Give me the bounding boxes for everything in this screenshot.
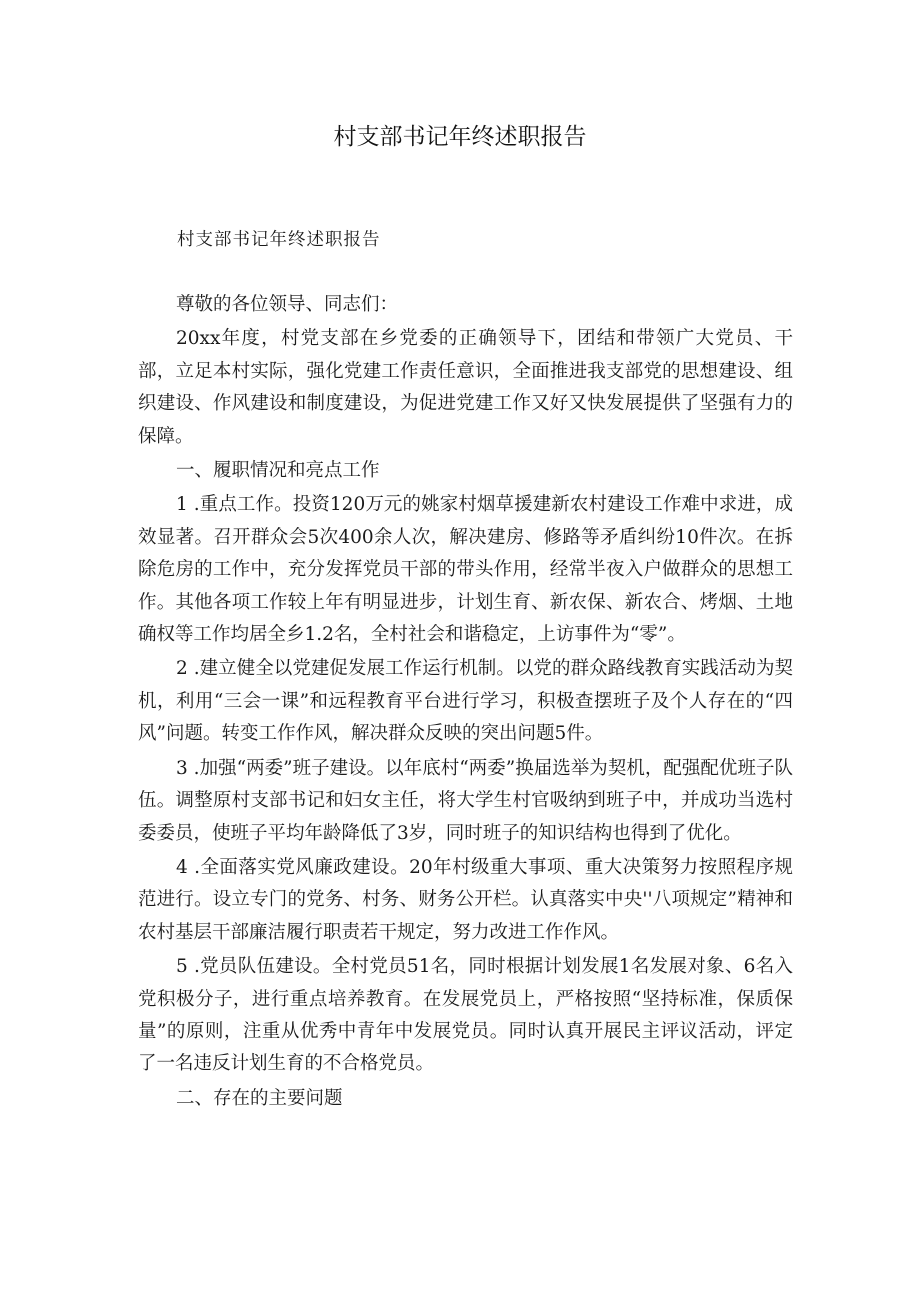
salutation: 尊敬的各位领导、同志们： xyxy=(176,294,399,315)
item-5-paragraph: 5 .党员队伍建设。全村党员51名，同时根据计划发展1名发展对象、6名入党积极分子，进行重点培养教育。在发展党员上，严格按照“坚持标准，保质保量”的原则，注重从优秀中青年中发展党员。同时认真开展民主评议活动，评定了一名违反计划生育的不合格党员。 xyxy=(138,956,793,1075)
section-heading-2: 二、存在的主要问题 xyxy=(176,1087,343,1109)
item-4-paragraph: 4 .全面落实党风廉政建设。20年村级重大事项、重大决策努力按照程序规范进行。设立专门的党务、村务、财务公开栏。认真落实中央''八项规定”精神和农村基层干部廉洁履行职责若干规定，努力改进工作作风。 xyxy=(138,856,793,943)
item-3-paragraph: 3 .加强“两委”班子建设。以年底村“两委”换届选举为契机，配强配优班子队伍。调整原村支部书记和妇女主任，将大学生村官吸纳到班子中，并成功当选村委委员，使班子平均年龄降低了3岁，同时班子的知识结构也得到了优化。 xyxy=(138,757,793,844)
document-body xyxy=(138,289,793,1117)
item-1-paragraph: 1 .重点工作。投资120万元的姚家村烟草援建新农村建设工作难中求进，成效显著。召开群众会5次400余人次，解决建房、修路等矛盾纠纷10件次。在拆除危房的工作中，充分发挥党员干部的带头作用，经常半夜入户做群众的思想工作。其他各项工作较上年有明显进步，计划生育、新农保、新农合、烤烟、土地确权等工作均居全乡1.2名，全村社会和谐稳定，上访事件为“零”。 xyxy=(138,494,793,646)
item-2-paragraph: 2 .建立健全以党建促发展工作运行机制。以党的群众路线教育实践活动为契机，利用“三会一课”和远程教育平台进行学习，积极查摆班子及个人存在的“四风”问题。转变工作作风，解决群众反映的突出问题5件。 xyxy=(138,658,793,745)
section-heading-1: 一、履职情况和亮点工作 xyxy=(176,460,380,482)
intro-paragraph: 20xx年度，村党支部在乡党委的正确领导下，团结和带领广大党员、干部，立足本村实际，强化党建工作责任意识，全面推进我支部党的思想建设、组织建设、作风建设和制度建设，为促进党建工作又好又快发展提供了坚强有力的保障。 xyxy=(138,328,793,447)
document-subtitle: 村支部书记年终述职报告 xyxy=(177,230,381,250)
document-title: 村支部书记年终述职报告 xyxy=(333,124,587,150)
